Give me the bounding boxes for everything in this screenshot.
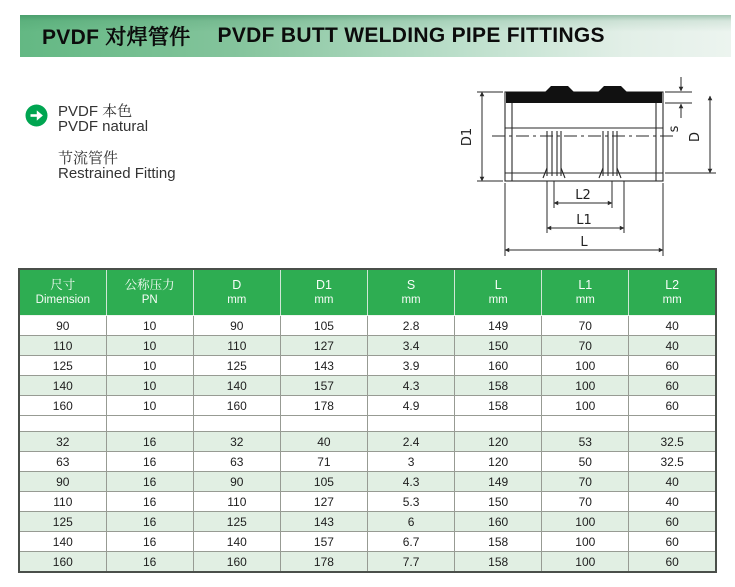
table-cell: 10 [106, 376, 193, 396]
table-row [19, 452, 716, 472]
table-cell: 100 [542, 396, 629, 416]
table-cell: 2.8 [368, 316, 455, 336]
table-cell: 90 [193, 316, 280, 336]
table-cell: 143 [280, 512, 367, 532]
table-cell: 40 [629, 336, 716, 356]
table-cell: 32 [193, 432, 280, 452]
table-cell: 63 [19, 452, 106, 472]
col-header-d1: D1 mm [280, 269, 367, 316]
table-row [19, 356, 716, 376]
table-cell: 160 [193, 552, 280, 573]
table-row [19, 316, 716, 336]
table-cell: 50 [542, 452, 629, 472]
table-cell: 160 [193, 396, 280, 416]
table-cell: 125 [193, 512, 280, 532]
table-cell: 10 [106, 396, 193, 416]
table-cell: 100 [542, 356, 629, 376]
dim-label-d1: D1 [460, 127, 475, 147]
table-cell: 60 [629, 512, 716, 532]
table-row [19, 396, 716, 416]
table-cell: 160 [19, 552, 106, 573]
table-cell: 125 [19, 356, 106, 376]
table-cell: 4.3 [368, 472, 455, 492]
table-cell: 32.5 [629, 452, 716, 472]
table-cell: 40 [629, 472, 716, 492]
table-cell: 40 [280, 432, 367, 452]
fitting-type-label-zh: 节流管件 [58, 150, 119, 167]
table-cell: 178 [280, 552, 367, 573]
table-cell: 7.7 [368, 552, 455, 573]
table-cell: 60 [629, 376, 716, 396]
table-cell: 16 [106, 552, 193, 573]
separator-cell [106, 416, 193, 432]
table-row [19, 492, 716, 512]
table-cell: 157 [280, 376, 367, 396]
table-cell: 16 [106, 532, 193, 552]
table-cell: 4.9 [368, 396, 455, 416]
table-cell: 158 [455, 532, 542, 552]
table-cell: 3 [368, 452, 455, 472]
table-cell: 63 [193, 452, 280, 472]
table-cell: 6 [368, 512, 455, 532]
table-cell: 53 [542, 432, 629, 452]
table-cell: 3.9 [368, 356, 455, 376]
table-cell: 60 [629, 356, 716, 376]
table-cell: 140 [19, 376, 106, 396]
table-row [19, 376, 716, 396]
dim-label-l1: L1 [576, 213, 592, 228]
table-cell: 10 [106, 316, 193, 336]
table-cell: 110 [193, 336, 280, 356]
dim-label-d: D [688, 131, 703, 143]
col-header-l1: L1 mm [542, 269, 629, 316]
table-cell: 70 [542, 336, 629, 356]
table-cell: 3.4 [368, 336, 455, 356]
table-cell: 178 [280, 396, 367, 416]
table-cell: 16 [106, 452, 193, 472]
table-cell: 60 [629, 532, 716, 552]
table-cell: 149 [455, 316, 542, 336]
material-label-zh: PVDF 本色 [58, 103, 133, 120]
table-cell: 110 [193, 492, 280, 512]
table-cell: 10 [106, 336, 193, 356]
separator-cell [368, 416, 455, 432]
table-cell: 160 [455, 356, 542, 376]
table-cell: 16 [106, 432, 193, 452]
col-header-dimension: 尺寸 Dimension [19, 269, 106, 316]
table-cell: 158 [455, 396, 542, 416]
table-cell: 127 [280, 492, 367, 512]
separator-cell [280, 416, 367, 432]
table-cell: 40 [629, 316, 716, 336]
dim-label-l2: L2 [575, 188, 591, 203]
table-cell: 71 [280, 452, 367, 472]
table-cell: 32.5 [629, 432, 716, 452]
spec-table-header [19, 269, 716, 316]
spec-table [18, 268, 717, 573]
table-cell: 160 [19, 396, 106, 416]
table-cell: 16 [106, 512, 193, 532]
col-header-l: L mm [455, 269, 542, 316]
table-cell: 70 [542, 472, 629, 492]
table-cell: 4.3 [368, 376, 455, 396]
table-cell: 70 [542, 492, 629, 512]
table-cell: 6.7 [368, 532, 455, 552]
right-rib [599, 131, 621, 178]
separator-cell [19, 416, 106, 432]
left-rib [543, 131, 565, 178]
table-cell: 10 [106, 356, 193, 376]
table-cell: 157 [280, 532, 367, 552]
table-cell: 60 [629, 552, 716, 573]
col-header-pn: 公称压力 PN [106, 269, 193, 316]
table-cell: 110 [19, 336, 106, 356]
page-title-en: PVDF BUTT WELDING PIPE FITTINGS [217, 24, 605, 47]
table-cell: 160 [455, 512, 542, 532]
table-cell: 100 [542, 552, 629, 573]
wall-section-band [506, 86, 662, 103]
table-cell: 70 [542, 316, 629, 336]
table-cell: 140 [19, 532, 106, 552]
table-cell: 125 [193, 356, 280, 376]
col-header-d: D mm [193, 269, 280, 316]
table-cell: 90 [19, 316, 106, 336]
dim-label-s: s [667, 125, 682, 133]
table-cell: 110 [19, 492, 106, 512]
table-row [19, 532, 716, 552]
table-row [19, 512, 716, 532]
title-bar [20, 15, 731, 57]
table-cell: 158 [455, 376, 542, 396]
table-cell: 149 [455, 472, 542, 492]
table-cell: 100 [542, 376, 629, 396]
table-cell: 143 [280, 356, 367, 376]
table-cell: 120 [455, 452, 542, 472]
material-label-en: PVDF natural [58, 118, 149, 135]
table-cell: 120 [455, 432, 542, 452]
group-separator-row [19, 416, 716, 432]
col-header-l2: L2 mm [629, 269, 716, 316]
table-cell: 150 [455, 492, 542, 512]
table-cell: 100 [542, 532, 629, 552]
table-cell: 40 [629, 492, 716, 512]
col-header-s: S mm [368, 269, 455, 316]
table-row [19, 552, 716, 573]
table-cell: 16 [106, 472, 193, 492]
table-cell: 127 [280, 336, 367, 356]
table-cell: 5.3 [368, 492, 455, 512]
table-cell: 16 [106, 492, 193, 512]
table-cell: 105 [280, 316, 367, 336]
separator-cell [542, 416, 629, 432]
table-row [19, 336, 716, 356]
table-cell: 60 [629, 396, 716, 416]
technical-drawing [440, 70, 735, 260]
separator-cell [193, 416, 280, 432]
table-cell: 32 [19, 432, 106, 452]
table-cell: 105 [280, 472, 367, 492]
table-cell: 2.4 [368, 432, 455, 452]
table-cell: 158 [455, 552, 542, 573]
table-cell: 140 [193, 532, 280, 552]
table-cell: 150 [455, 336, 542, 356]
table-cell: 100 [542, 512, 629, 532]
table-cell: 125 [19, 512, 106, 532]
dim-label-l: L [580, 235, 588, 250]
separator-cell [629, 416, 716, 432]
table-cell: 90 [19, 472, 106, 492]
table-cell: 90 [193, 472, 280, 492]
table-row [19, 472, 716, 492]
table-row [19, 432, 716, 452]
fitting-type-label-en: Restrained Fitting [58, 165, 176, 182]
spec-table-body [19, 316, 716, 573]
page-title-zh: PVDF 对焊管件 [42, 26, 191, 49]
arrow-bullet-icon [25, 104, 48, 127]
separator-cell [455, 416, 542, 432]
table-cell: 140 [193, 376, 280, 396]
